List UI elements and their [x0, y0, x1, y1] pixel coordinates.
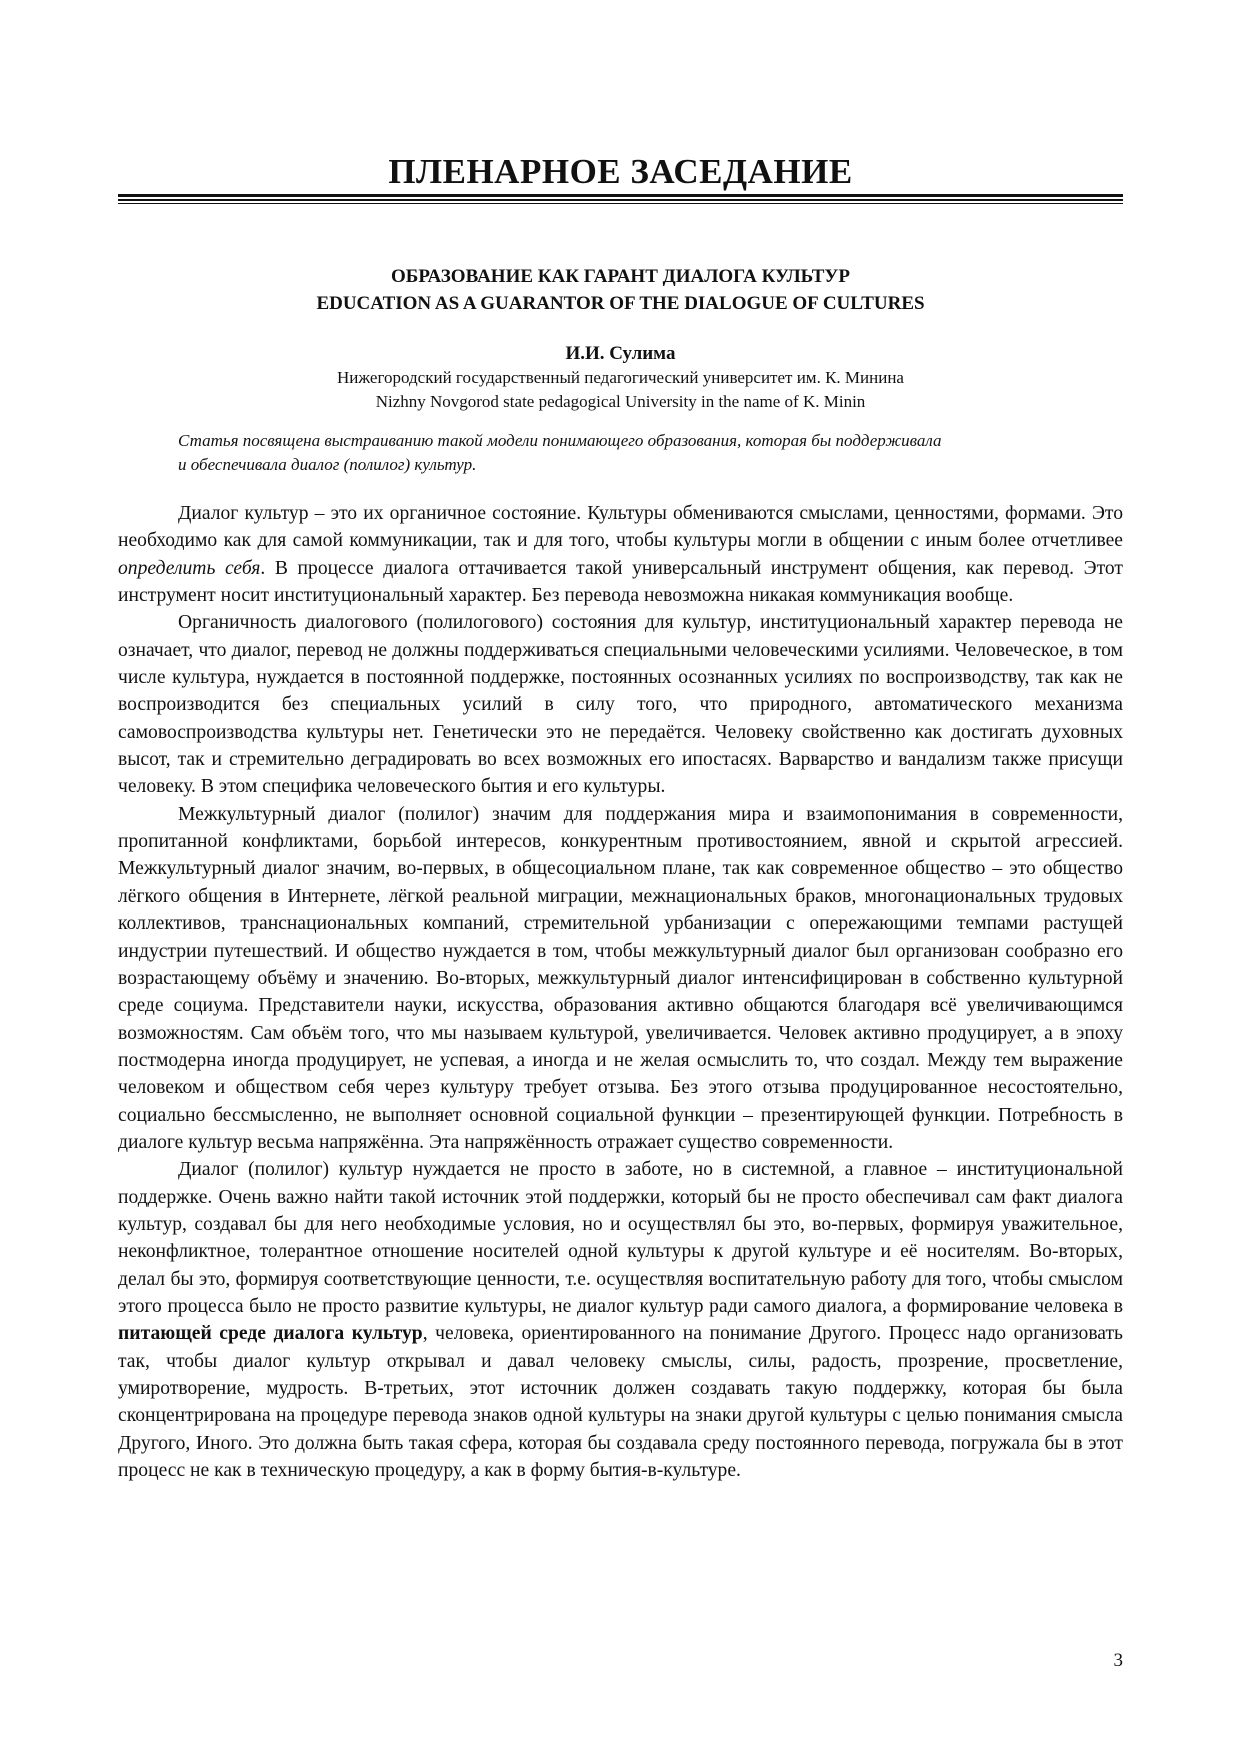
abstract-line-2: и обеспечивала диалог (полилог) культур.: [178, 455, 477, 474]
bold-phrase: питающей среде диалога культур: [118, 1323, 423, 1345]
article-title-ru: ОБРАЗОВАНИЕ КАК ГАРАНТ ДИАЛОГА КУЛЬТУР: [391, 266, 850, 287]
paragraph-4: Диалог (полилог) культур нуждается не просто в заботе, но в системной, а главное – институциональной поддержке. Очень важно найти такой источник этой поддержки, который бы не просто обеспечивал сам факт диалога культур, создавал бы для него необходимые условия, но и осуществлял бы это, во-первых, формируя уважительное, неконфликтное, толерантное отношение носителей одной культуры к другой культуре и её носителям. Во-вторых, делал бы это, формируя соответствующие ценности, т.е. осуществляя воспитательную работу для того, чтобы смыслом этого процесса было не просто развитие культуры, не диалог культур ради самого диалога, а формирование человека в питающей среде диалога культур, человека, ориентированного на понимание Другого. Процесс надо организовать так, чтобы диалог культур открывал и давал человеку смыслы, силы, радость, прозрение, просветление, умиротворение, мудрость. В-третьих, этот источник должен создавать такую поддержку, которая бы была сконцентрирована на процедуре перевода знаков одной культуры на знаки другой культуры с целью понимания смысла Другого, Иного. Это должна быть такая сфера, которая бы создавала среду постоянного перевода, погружала бы в этот процесс не как в техническую процедуру, а как в форму бытия-в-культуре.: [118, 1159, 1123, 1482]
section-title: ПЛЕНАРНОЕ ЗАСЕДАНИЕ: [388, 152, 853, 191]
title-rule-middle: [118, 199, 1123, 201]
paragraph-2: Органичность диалогового (полилогового) состояния для культур, институциональный характер перевода не означает, что диалог, перевод не должны поддерживаться специальными человеческими усилиями. Человеческое, в том числе культура, нуждается в постоянной поддержке, постоянных осознанных усилиях по воспроизводству, так как не воспроизводится без специальных усилий в силу того, что природного, автоматического механизма самовоспроизводства культуры нет. Генетически это не передаётся. Человеку свойственно как достигать духовных высот, так и стремительно деградировать во всех возможных его ипостасях. Варварство и вандализм также присущи человеку. В этом специфика человеческого бытия и его культуры.: [118, 612, 1123, 798]
author-name: И.И. Сулима: [565, 343, 676, 364]
title-rule-thin: [118, 203, 1123, 204]
emphasis-text: определить себя: [118, 557, 261, 579]
page-number: 3: [1113, 1650, 1123, 1671]
abstract: [178, 429, 1058, 477]
article-body: [118, 500, 1123, 1484]
paragraph-1: Диалог культур – это их органичное состояние. Культуры обмениваются смыслами, ценностями, формами. Это необходимо как для самой коммуникации, так и для того, чтобы культуры могли в общении с иным более отчетливее определить себя. В процессе диалога оттачивается такой универсальный инструмент общения, как перевод. Этот инструмент носит институциональный характер. Без перевода невозможна никакая коммуникация вообще.: [118, 503, 1123, 607]
article-title: [118, 263, 1123, 317]
title-rule-thick: [118, 194, 1123, 197]
affiliation-en: Nizhny Novgorod state pedagogical University in the name of K. Minin: [375, 392, 866, 411]
paragraph-3: Межкультурный диалог (полилог) значим для поддержания мира и взаимопонимания в современности, пропитанной конфликтами, борьбой интересов, конкурентным противостоянием, явной и скрытой агрессией. Межкультурный диалог значим, во-первых, в общесоциальном плане, так как современное общество – это общество лёгкого общения в Интернете, лёгкой реальной миграции, межнациональных браков, многонациональных трудовых коллективов, транснациональных компаний, стремительной урбанизации с опережающими темпами растущей индустрии путешествий. И общество нуждается в том, чтобы межкультурный диалог был организован сообразно его возрастающему объёму и значению. Во-вторых, межкультурный диалог интенсифицирован в собственно культурной среде социума. Представители науки, искусства, образования активно общаются благодаря всё увеличивающимся возможностям. Сам объём того, что мы называем культурой, увеличивается. Человек активно продуцирует, а в эпоху постмодерна иногда продуцирует, не успевая, а иногда и не желая осмыслить то, что создал. Между тем выражение человеком и обществом себя через культуру требует отзыва. Без этого отзыва продуцированное несостоятельно, социально бессмысленно, не выполняет основной социальной функции – презентирующей функции. Потребность в диалоге культур весьма напряжённа. Эта напряжённость отражает существо современности.: [118, 803, 1123, 1153]
abstract-line-1: Статья посвящена выстраиванию такой модели понимающего образования, которая бы поддерживала: [178, 431, 942, 450]
article-title-en: EDUCATION AS A GUARANTOR OF THE DIALOGUE OF CULTURES: [316, 293, 925, 314]
affiliation-ru: Нижегородский государственный педагогический университет им. К. Минина: [337, 368, 904, 387]
author-affiliation: [118, 366, 1123, 414]
